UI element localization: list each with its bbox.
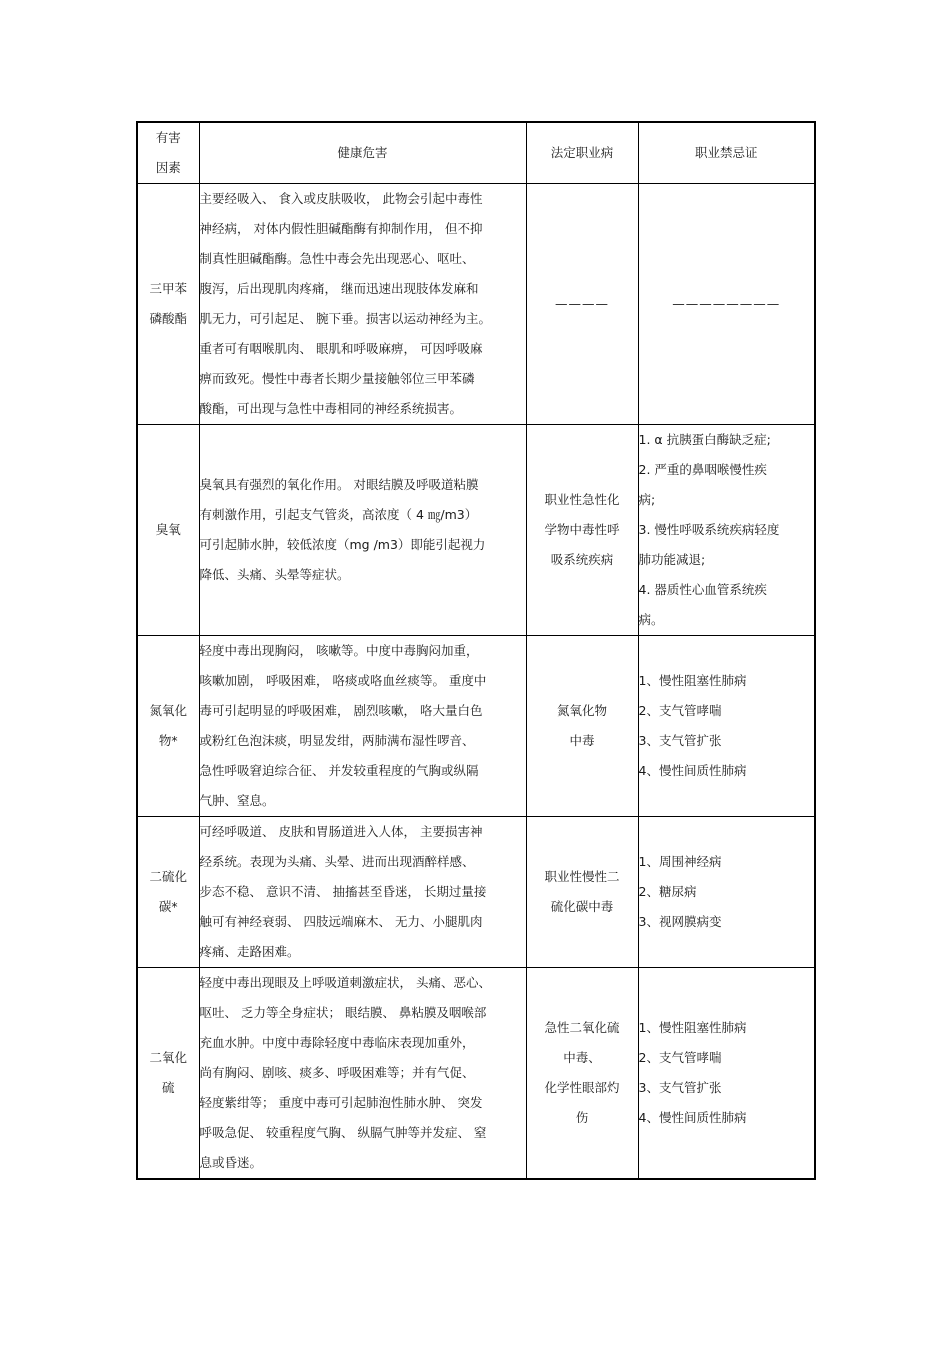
header-contraindication: 职业禁忌证 <box>638 122 815 184</box>
table-row <box>137 184 815 425</box>
disease-cell: 职业性急性化 学物中毒性呼 吸系统疾病 <box>526 425 638 636</box>
factor-cell: 二硫化 碳* <box>137 817 199 968</box>
hazard-cell: 轻度中毒出现胸闷， 咳嗽等。中度中毒胸闷加重， 咳嗽加剧， 呼吸困难， 咯痰或咯血丝痰等。 重度中 毒可引起明显的呼吸困难， 剧烈咳嗽， 咯大量白色 或粉红色泡沫痰，明显发绀，两肺满布湿性啰音、 急性呼吸窘迫综合征、 并发较重程度的气胸或纵隔 气肿、窒息。 <box>199 636 526 817</box>
table-row <box>137 425 815 636</box>
header-disease: 法定职业病 <box>526 122 638 184</box>
disease-cell: 氮氧化物 中毒 <box>526 636 638 817</box>
table-row <box>137 968 815 1180</box>
disease-cell: 职业性慢性二 硫化碳中毒 <box>526 817 638 968</box>
contraindication-cell: 1、慢性阻塞性肺病 2、支气管哮喘 3、支气管扩张 4、慢性间质性肺病 <box>638 968 815 1180</box>
hazard-cell: 主要经吸入、 食入或皮肤吸收， 此物会引起中毒性 神经病， 对体内假性胆碱酯酶有抑制作用， 但不抑 制真性胆碱酯酶。急性中毒会先出现恶心、呕吐、 腹泻，后出现肌肉疼痛， 继而迅速出现肢体发麻和 肌无力，可引起足、 腕下垂。损害以运动神经为主。 重者可有咽喉肌肉、 眼肌和呼吸麻痹， 可因呼吸麻 痹而致死。慢性中毒者长期少量接触邻位三甲苯磷 酸酯，可出现与急性中毒相同的神经系统损害。 <box>199 184 526 425</box>
contraindication-cell: 1、周围神经病 2、糖尿病 3、视网膜病变 <box>638 817 815 968</box>
header-factor: 有害 因素 <box>137 122 199 184</box>
table-row <box>137 636 815 817</box>
disease-cell: ———— <box>526 184 638 425</box>
table-row <box>137 817 815 968</box>
factor-cell: 氮氧化 物* <box>137 636 199 817</box>
occupational-hazard-table <box>136 121 816 1180</box>
contraindication-cell: 1. α 抗胰蛋白酶缺乏症; 2. 严重的鼻咽喉慢性疾 病; 3. 慢性呼吸系统疾病轻度 肺功能减退; 4. 器质性心血管系统疾 病。 <box>638 425 815 636</box>
factor-cell: 三甲苯 磷酸酯 <box>137 184 199 425</box>
disease-cell: 急性二氧化硫 中毒、 化学性眼部灼 伤 <box>526 968 638 1180</box>
contraindication-cell: 1、慢性阻塞性肺病 2、支气管哮喘 3、支气管扩张 4、慢性间质性肺病 <box>638 636 815 817</box>
table-header-row <box>137 122 815 184</box>
factor-cell: 二氧化 硫 <box>137 968 199 1180</box>
header-hazard: 健康危害 <box>199 122 526 184</box>
factor-cell: 臭氧 <box>137 425 199 636</box>
hazard-cell: 可经呼吸道、 皮肤和胃肠道进入人体， 主要损害神 经系统。表现为头痛、头晕、进而出现酒醉样感、 步态不稳、 意识不清、 抽搐甚至昏迷， 长期过量接 触可有神经衰弱、 四肢远端麻木、 无力、小腿肌肉 疼痛、走路困难。 <box>199 817 526 968</box>
hazard-cell: 轻度中毒出现眼及上呼吸道刺激症状， 头痛、恶心、 呕吐、 乏力等全身症状； 眼结膜、 鼻粘膜及咽喉部 充血水肿。中度中毒除轻度中毒临床表现加重外， 尚有胸闷、剧咳、痰多、呼吸困难等；并有气促、 轻度紫绀等； 重度中毒可引起肺泡性肺水肿、 突发 呼吸急促、 较重程度气胸、 纵膈气肿等并发症、 窒 息或昏迷。 <box>199 968 526 1180</box>
hazard-cell: 臭氧具有强烈的氧化作用。 对眼结膜及呼吸道粘膜 有刺激作用，引起支气管炎，高浓度（ 4 ㎎/m3） 可引起肺水肿，较低浓度（mg /m3）即能引起视力 降低、头痛、头晕等症状。 <box>199 425 526 636</box>
contraindication-cell: ———————— <box>638 184 815 425</box>
